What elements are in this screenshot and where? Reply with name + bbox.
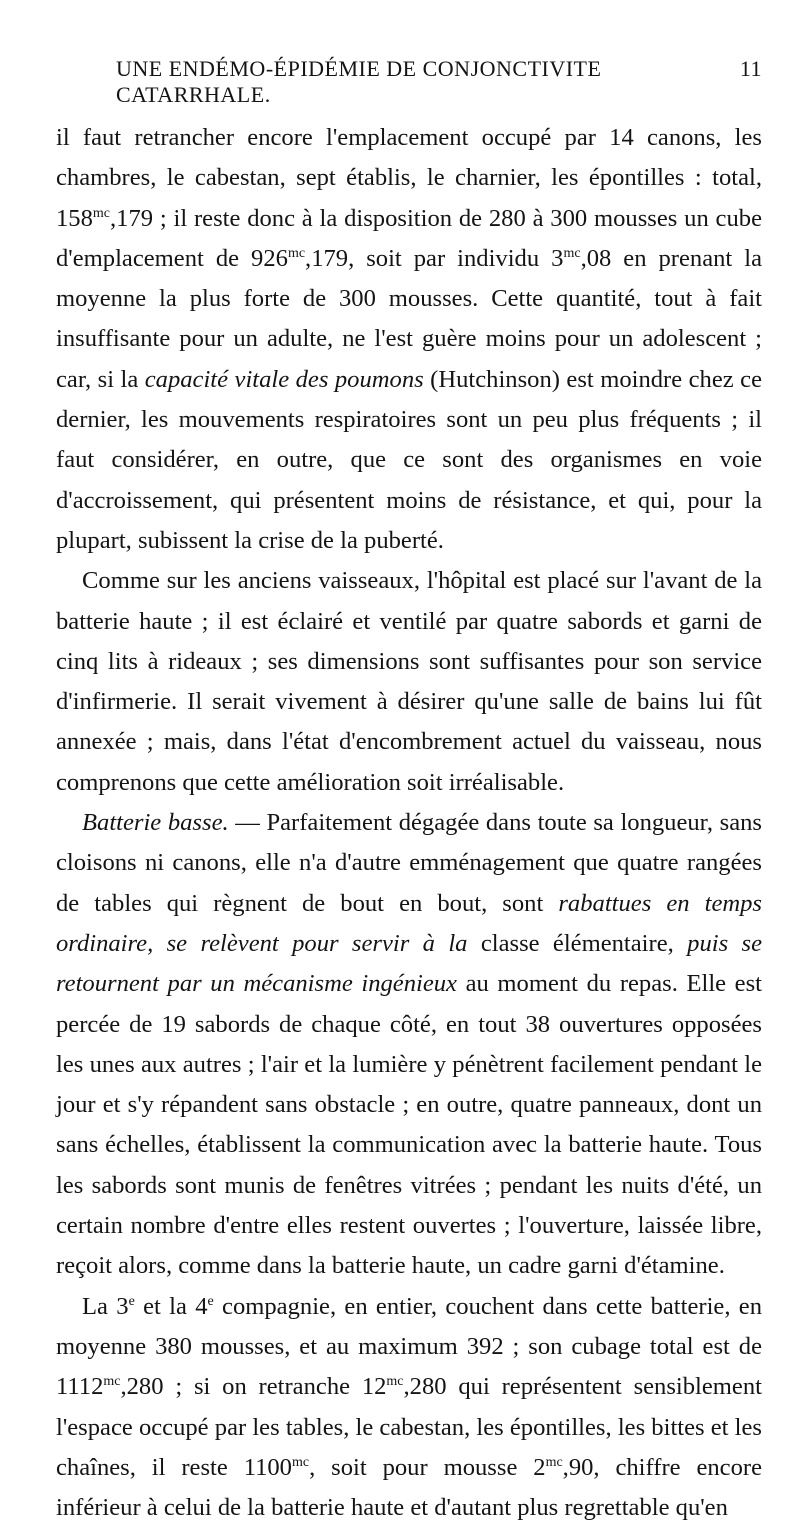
text-run: — Parfaitement dégagée dans toute sa longueur, sans cloisons ni canons, elle n'a d'autre emménagement que quatre rangées de tables qui règnent de bout en bout, sont	[56, 809, 763, 917]
paragraph-2	[56, 561, 762, 803]
text-run: , soit pour mousse 2	[309, 1453, 546, 1481]
superscript: mc	[103, 1374, 121, 1390]
text-run: ,179 ; il reste donc à la disposition de 280 à 300 mousses un cube d'emplacement de 926	[56, 204, 762, 272]
text-run: ,280 qui représentent sensiblement l'espace occupé par les tables, le cabestan, les épontilles, les bittes et les chaînes, il reste 1100	[56, 1373, 762, 1481]
running-head	[116, 56, 762, 108]
text-run: La 3	[82, 1292, 129, 1320]
superscript: mc	[92, 205, 110, 221]
text-run: compagnie, en entier, couchent dans cette batterie, en moyenne 380 mousses, et au maximum 392 ; son cubage total est de 1112	[56, 1292, 762, 1401]
text-run: ,280 ; si on retranche 12	[120, 1373, 387, 1401]
superscript: mc	[386, 1374, 404, 1390]
italic-text: Batterie basse.	[82, 809, 229, 837]
text-run: classe élémentaire,	[467, 929, 688, 957]
superscript: mc	[545, 1454, 563, 1470]
italic-text: capacité vitale des poumons	[144, 365, 424, 393]
text-run: ,90, chiffre encore inférieur à celui de la batterie haute et d'autant plus regrettable qu'en	[56, 1453, 762, 1522]
page-number: 11	[739, 56, 762, 81]
superscript: mc	[291, 1454, 310, 1470]
text-run: au moment du repas. Elle est percée de 19 sabords de chaque côté, en tout 38 ouvertures opposées les unes aux autres ; l'air et la lumière y pénètrent facilement pendant le jour et s'y répandent sans obstacle ; en outre, quatre panneaux, dont un sans échelles, établissent la communication avec la batterie haute. Tous les sabords sont munis de fenêtres vitrées ; pendant les nuits d'été, un certain nombre d'entre elles restent ouvertes ; l'ouverture, laissée libre, reçoit alors, comme dans la batterie haute, un cadre garni d'étamine.	[56, 970, 763, 1280]
text-run: et la 4	[134, 1292, 208, 1320]
superscript: e	[207, 1293, 214, 1309]
text-run: (Hutchinson) est moindre chez ce dernier, les mouvements respiratoires sont un peu plus fréquents ; il faut considérer, en outre, que ce sont des organismes en voie d'accroissement, qui présentent moins de résistance, et qui, pour la plupart, subissent la crise de la puberté.	[56, 365, 762, 554]
running-title: UNE ENDÉMO-ÉPIDÉMIE DE CONJONCTIVITE CATARRHALE.	[116, 56, 602, 107]
body-text	[56, 118, 762, 1528]
superscript: e	[128, 1293, 135, 1309]
paragraph-1	[56, 118, 762, 561]
paragraph-3	[56, 803, 762, 1287]
italic-text: rabattues en temps ordinaire, se relèvent pour servir à la	[56, 889, 762, 957]
paragraph-4	[56, 1287, 762, 1528]
text-run: il faut retrancher encore l'emplacement occupé par 14 canons, les chambres, le cabestan, sept établis, le charnier, les épontilles : total, 158	[56, 124, 762, 232]
text-run: ,179, soit par individu 3	[305, 244, 564, 272]
text-run: Comme sur les anciens vaisseaux, l'hôpital est placé sur l'avant de la batterie haute ; il est éclairé et ventilé par quatre sabords et garni de cinq lits à rideaux ; ses dimensions sont suffisantes pour son service d'infirmerie. Il serait vivement à désirer qu'une salle de bains lui fût annexée ; mais, dans l'état d'encombrement actuel du vaisseau, nous comprenons que cette amélioration soit irréalisable.	[56, 567, 762, 796]
superscript: mc	[287, 245, 306, 261]
superscript: mc	[563, 245, 581, 261]
italic-text: puis se retournent par un mécanisme ingénieux	[56, 929, 762, 998]
text-run: ,08 en prenant la moyenne la plus forte de 300 mousses. Cette quantité, tout à fait insuffisante pour un adulte, ne l'est guère moins pour un adolescent ; car, si la	[56, 244, 763, 393]
